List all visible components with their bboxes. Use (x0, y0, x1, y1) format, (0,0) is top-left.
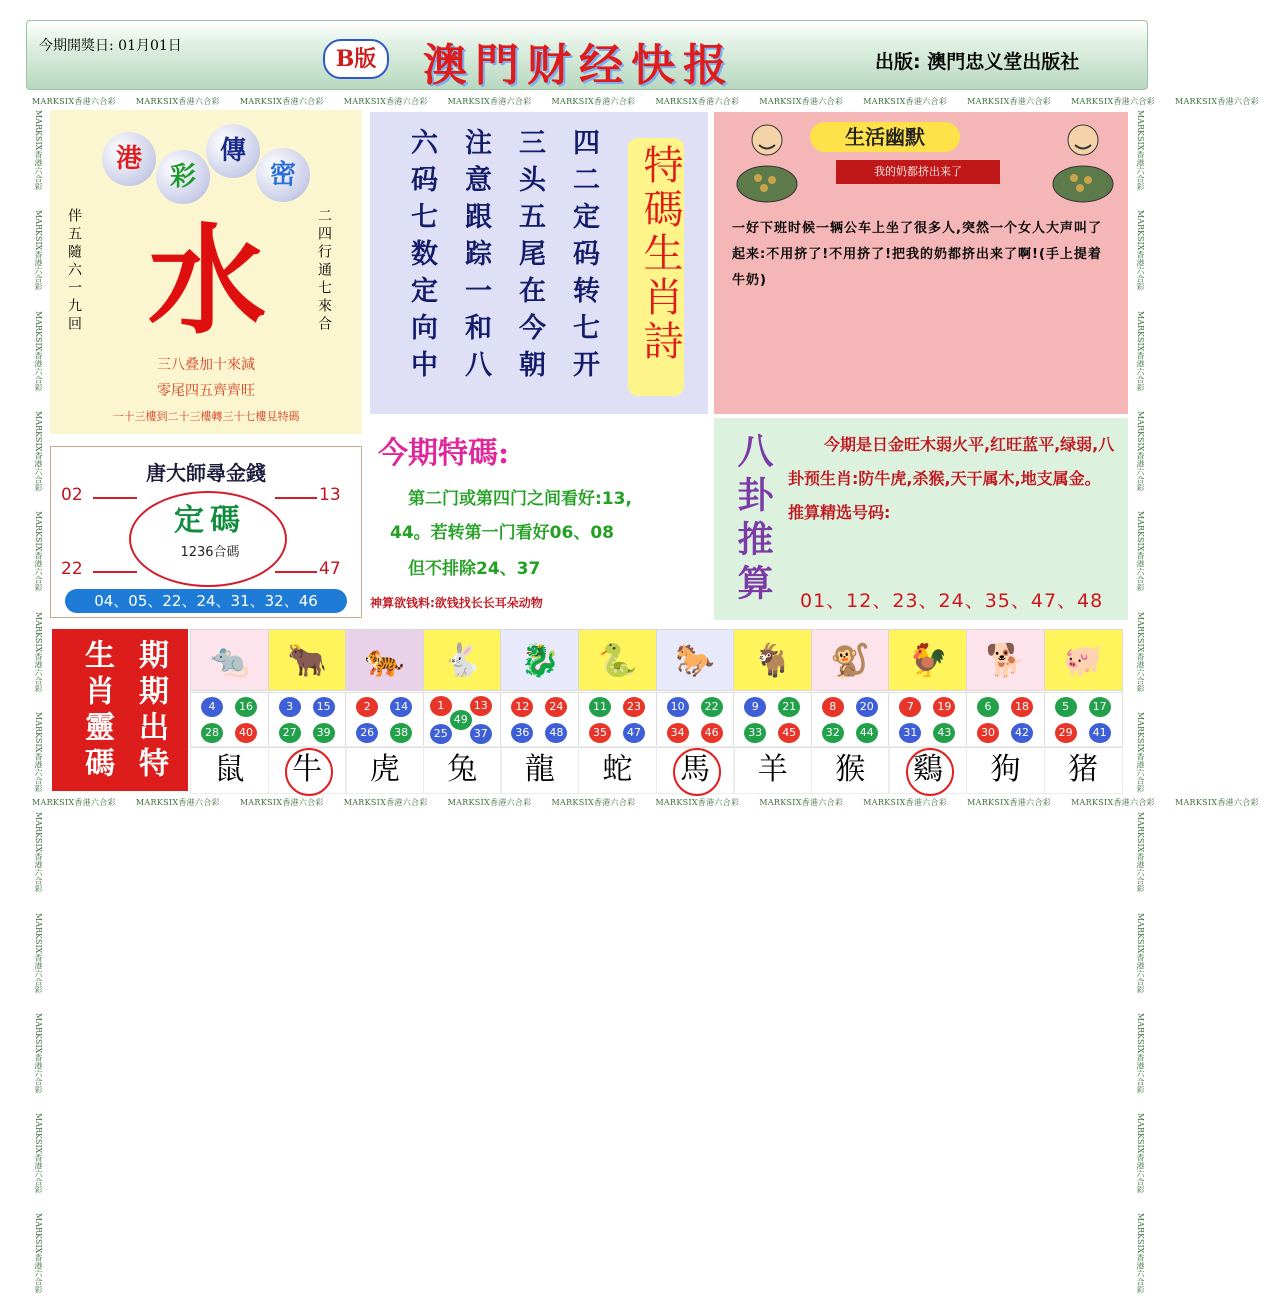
zodiac-name (656, 746, 735, 794)
panel-bagua (714, 418, 1128, 620)
zodiac-numbers-cell (656, 692, 735, 748)
border-text: MARKSIX香港六合彩 (135, 798, 220, 807)
corner-number: 13 (319, 485, 341, 505)
border-text: MARKSIX香港六合彩 (1136, 1213, 1145, 1294)
poem-column: 四二定码转七开 (568, 128, 599, 387)
number-ball: 27 (279, 723, 301, 743)
number-ball: 31 (899, 723, 921, 743)
zodiac-numbers-cell (733, 692, 812, 748)
border-text: MARKSIX香港六合彩 (343, 97, 428, 106)
bagua-title: 八卦推算 (732, 432, 774, 608)
number-ball: 46 (701, 723, 723, 743)
number-ball: 30 (977, 723, 999, 743)
title-bubble: 港 (102, 132, 156, 186)
border-text: MARKSIX香港六合彩 (343, 798, 428, 807)
combo-code-label: 1236合碼 (180, 545, 240, 560)
animal-glyph: 🐂 (287, 641, 328, 679)
highlight-circle (906, 748, 954, 796)
poem-title: 特碼生肖詩 (637, 144, 683, 364)
poem-column: 三头五尾在今朝 (514, 128, 545, 387)
zodiac-name-text: 虎 (369, 752, 400, 787)
number-ball: 12 (511, 697, 533, 717)
border-text: MARKSIX香港六合彩 (1174, 798, 1259, 807)
border-text: MARKSIX香港六合彩 (34, 310, 43, 391)
panel-humor (714, 112, 1128, 414)
border-strip-right (1134, 110, 1146, 1294)
border-text: MARKSIX香港六合彩 (1136, 410, 1145, 492)
ox-icon (268, 629, 347, 691)
border-text: MARKSIX香港六合彩 (1136, 210, 1145, 291)
number-ball: 13 (470, 696, 492, 716)
animal-glyph: 🐉 (519, 641, 560, 679)
border-text: MARKSIX香港六合彩 (1136, 711, 1145, 793)
right-vertical-verse: 二四行通七來合 (316, 208, 332, 334)
zodiac-name (500, 746, 579, 794)
zodiac-name (966, 746, 1045, 794)
zodiac-numbers-cell (1044, 692, 1123, 748)
rooster-icon (888, 629, 967, 691)
zodiac-label-block (52, 629, 188, 791)
issue-date: 今期開獎日: 01月01日 (39, 38, 182, 54)
number-ball: 7 (899, 697, 921, 717)
zodiac-numbers-cell (345, 692, 424, 748)
animal-glyph: 🐐 (752, 641, 793, 679)
number-ball: 16 (235, 697, 257, 717)
fixed-code-label: 定碼 (174, 503, 246, 538)
number-ball: 42 (1011, 723, 1033, 743)
number-ball: 38 (390, 723, 412, 743)
border-text: MARKSIX香港六合彩 (34, 110, 43, 191)
animal-glyph: 🐒 (830, 641, 871, 679)
fixed-numbers-bar: 04、05、22、24、31、32、46 (65, 589, 347, 613)
zodiac-name-text: 羊 (757, 752, 788, 787)
animal-glyph: 🐕 (985, 641, 1026, 679)
dog-icon (966, 629, 1045, 691)
animal-glyph: 🐇 (442, 641, 483, 679)
title-bubble: 密 (256, 148, 310, 202)
zodiac-numbers-cell (811, 692, 890, 748)
border-strip-left (32, 110, 44, 1294)
zodiac-name (578, 746, 657, 794)
panel-hongkong-secret (50, 110, 362, 434)
border-text: MARKSIX香港六合彩 (863, 97, 948, 106)
zodiac-name-text: 龍 (524, 752, 555, 787)
number-ball: 3 (279, 697, 301, 717)
border-text: MARKSIX香港六合彩 (1136, 912, 1145, 993)
animal-glyph: 🐍 (597, 641, 638, 679)
humor-title: 生活幽默 (810, 122, 960, 152)
border-text: MARKSIX香港六合彩 (447, 798, 532, 807)
zodiac-name-text: 蛇 (602, 752, 633, 787)
header-banner (26, 20, 1148, 90)
number-ball: 29 (1055, 723, 1077, 743)
panel-master-tang (50, 446, 362, 618)
divine-calc-line: 神算欲钱料:欲钱找长长耳朵动物 (370, 596, 543, 610)
border-text: MARKSIX香港六合彩 (551, 798, 636, 807)
border-text: MARKSIX香港六合彩 (1136, 1012, 1145, 1094)
special-code-line: 第二门或第四门之间看好:13, (408, 489, 632, 509)
zodiac-name (190, 746, 269, 794)
pig-icon (1044, 629, 1123, 691)
corner-number: 02 (61, 485, 83, 505)
animal-glyph: 🐀 (209, 641, 250, 679)
dragon-icon (500, 629, 579, 691)
border-text: MARKSIX香港六合彩 (34, 1113, 43, 1194)
border-text: MARKSIX香港六合彩 (34, 912, 43, 993)
poem-column: 注意跟踪一和八 (460, 128, 491, 387)
border-text: MARKSIX香港六合彩 (759, 798, 844, 807)
number-ball: 35 (589, 723, 611, 743)
joke-text: 一好下班时候一辆公车上坐了很多人,突然一个女人大声叫了起来:不用挤了!不用挤了!把我的奶都挤出来了啊!(手上提着牛奶) (732, 221, 1102, 288)
verse-line-3: 一十三樓到二十三樓轉三十七樓見特碼 (112, 410, 300, 423)
animal-glyph: 🐎 (675, 641, 716, 679)
verse-line-1: 三八叠加十來減 (157, 357, 255, 373)
goat-icon (733, 629, 812, 691)
number-ball: 5 (1055, 697, 1077, 717)
number-ball: 26 (356, 723, 378, 743)
tiger-icon (345, 629, 424, 691)
special-code-line: 44。若转第一门看好06、08 (390, 523, 614, 543)
border-text: MARKSIX香港六合彩 (34, 1213, 43, 1294)
number-ball: 9 (744, 697, 766, 717)
bagua-text: 今期是日金旺木弱火平,红旺蓝平,绿弱,八卦预生肖:防牛虎,杀猴,天干属木,地支属金。推算精选号码: (788, 435, 1115, 522)
number-ball: 33 (744, 723, 766, 743)
number-ball: 43 (933, 723, 955, 743)
zodiac-numbers-cell (966, 692, 1045, 748)
connector-line (275, 571, 317, 573)
number-ball: 44 (856, 723, 878, 743)
hint-character: 水 (148, 211, 267, 350)
corner-number: 47 (319, 559, 341, 579)
number-ball: 47 (623, 723, 645, 743)
border-text: MARKSIX香港六合彩 (655, 798, 740, 807)
number-ball: 39 (313, 723, 335, 743)
zodiac-numbers-cell (500, 692, 579, 748)
number-ball: 36 (511, 723, 533, 743)
zodiac-name (423, 746, 502, 794)
number-ball: 1 (430, 696, 452, 716)
zodiac-numbers-cell (423, 692, 502, 748)
panel-zodiac-poem (370, 112, 708, 414)
border-text: MARKSIX香港六合彩 (135, 97, 220, 106)
connector-line (93, 571, 137, 573)
number-ball: 25 (430, 724, 452, 744)
zodiac-numbers-cell (888, 692, 967, 748)
border-text: MARKSIX香港六合彩 (34, 410, 43, 492)
number-ball: 23 (623, 697, 645, 717)
number-ball: 34 (667, 723, 689, 743)
snake-icon (578, 629, 657, 691)
number-ball: 8 (822, 697, 844, 717)
number-ball: 17 (1089, 697, 1111, 717)
number-ball: 18 (1011, 697, 1033, 717)
number-ball: 22 (701, 697, 723, 717)
number-ball: 15 (313, 697, 335, 717)
border-text: MARKSIX香港六合彩 (239, 97, 324, 106)
zodiac-name (811, 746, 890, 794)
special-code-title: 今期特碼: (378, 436, 510, 471)
zodiac-name (733, 746, 812, 794)
publisher: 出版: 澳門忠义堂出版社 (875, 51, 1080, 73)
border-text: MARKSIX香港六合彩 (447, 97, 532, 106)
zodiac-label-col: 期期出特 (133, 639, 168, 783)
border-text: MARKSIX香港六合彩 (967, 97, 1052, 106)
monkey-icon (811, 629, 890, 691)
border-strip-top (32, 96, 1259, 109)
number-ball: 48 (545, 723, 567, 743)
border-text: MARKSIX香港六合彩 (967, 798, 1052, 807)
highlight-circle (285, 748, 333, 796)
border-text: MARKSIX香港六合彩 (34, 511, 43, 592)
number-ball: 21 (778, 697, 800, 717)
border-text: MARKSIX香港六合彩 (1071, 97, 1155, 106)
number-ball: 24 (545, 697, 567, 717)
number-ball: 19 (933, 697, 955, 717)
main-title: 澳門财经快报 (423, 40, 735, 91)
zodiac-name-text: 鷄 (912, 752, 943, 787)
border-text: MARKSIX香港六合彩 (32, 798, 116, 807)
number-ball: 45 (778, 723, 800, 743)
zodiac-name-text: 馬 (680, 752, 711, 787)
number-ball: 14 (390, 697, 412, 717)
border-text: MARKSIX香港六合彩 (34, 812, 43, 893)
laughing-man-icon (1048, 118, 1118, 204)
animal-glyph: 🐖 (1063, 641, 1104, 679)
zodiac-label-col: 生肖靈碼 (79, 639, 114, 783)
border-strip-bottom (32, 797, 1259, 810)
number-ball: 2 (356, 697, 378, 717)
title-bubble: 傳 (206, 124, 260, 178)
number-ball: 37 (470, 724, 492, 744)
laughing-man-icon (732, 118, 802, 204)
border-text: MARKSIX香港六合彩 (1136, 110, 1145, 191)
border-text: MARKSIX香港六合彩 (655, 97, 740, 106)
number-ball: 28 (201, 723, 223, 743)
zodiac-numbers-cell (190, 692, 269, 748)
border-text: MARKSIX香港六合彩 (1136, 511, 1145, 592)
number-ball: 20 (856, 697, 878, 717)
border-text: MARKSIX香港六合彩 (759, 97, 844, 106)
verse-line-2: 零尾四五齊齊旺 (157, 383, 255, 399)
zodiac-name-text: 猪 (1068, 752, 1099, 787)
number-ball: 11 (589, 697, 611, 717)
number-ball: 32 (822, 723, 844, 743)
zodiac-name (1044, 746, 1123, 794)
animal-glyph: 🐅 (364, 641, 405, 679)
border-text: MARKSIX香港六合彩 (863, 798, 948, 807)
rat-icon (190, 629, 269, 691)
border-text: MARKSIX香港六合彩 (34, 611, 43, 692)
border-text: MARKSIX香港六合彩 (34, 711, 43, 793)
connector-line (275, 497, 317, 499)
zodiac-name-text: 鼠 (214, 752, 245, 787)
zodiac-numbers-cell (578, 692, 657, 748)
connector-line (93, 497, 137, 499)
horse-icon (656, 629, 735, 691)
zodiac-name-text: 兔 (447, 752, 478, 787)
highlight-circle (673, 748, 721, 796)
rabbit-icon (423, 629, 502, 691)
number-ball: 6 (977, 697, 999, 717)
zodiac-numbers-cell (268, 692, 347, 748)
border-text: MARKSIX香港六合彩 (32, 97, 116, 106)
poem-column: 六码七数定向中 (406, 128, 437, 387)
border-text: MARKSIX香港六合彩 (34, 210, 43, 291)
border-text: MARKSIX香港六合彩 (1071, 798, 1155, 807)
master-tang-title: 唐大師尋金錢 (146, 461, 266, 485)
title-bubble: 彩 (156, 150, 210, 204)
edition-badge: B版 (323, 39, 389, 79)
border-text: MARKSIX香港六合彩 (1174, 97, 1259, 106)
number-ball: 41 (1089, 723, 1111, 743)
panel-special-code (370, 418, 708, 620)
zodiac-name (268, 746, 347, 794)
animal-glyph: 🐓 (907, 641, 948, 679)
zodiac-name (888, 746, 967, 794)
border-text: MARKSIX香港六合彩 (34, 1012, 43, 1094)
number-ball: 4 (201, 697, 223, 717)
number-ball: 40 (235, 723, 257, 743)
zodiac-name (345, 746, 424, 794)
bagua-numbers: 01、12、23、24、35、47、48 (800, 590, 1104, 612)
zodiac-name-text: 猴 (835, 752, 866, 787)
number-ball: 49 (450, 710, 472, 730)
zodiac-name-text: 牛 (292, 752, 323, 787)
number-ball: 10 (667, 697, 689, 717)
border-text: MARKSIX香港六合彩 (1136, 1113, 1145, 1194)
border-text: MARKSIX香港六合彩 (1136, 310, 1145, 391)
border-text: MARKSIX香港六合彩 (1136, 611, 1145, 692)
zodiac-name-text: 狗 (990, 752, 1021, 787)
humor-subtitle: 我的奶都挤出来了 (836, 160, 1000, 184)
special-code-line: 但不排除24、37 (408, 559, 541, 579)
border-text: MARKSIX香港六合彩 (551, 97, 636, 106)
corner-number: 22 (61, 559, 83, 579)
left-vertical-verse: 伴五隨六一九回 (66, 208, 82, 334)
border-text: MARKSIX香港六合彩 (239, 798, 324, 807)
border-text: MARKSIX香港六合彩 (1136, 812, 1145, 893)
